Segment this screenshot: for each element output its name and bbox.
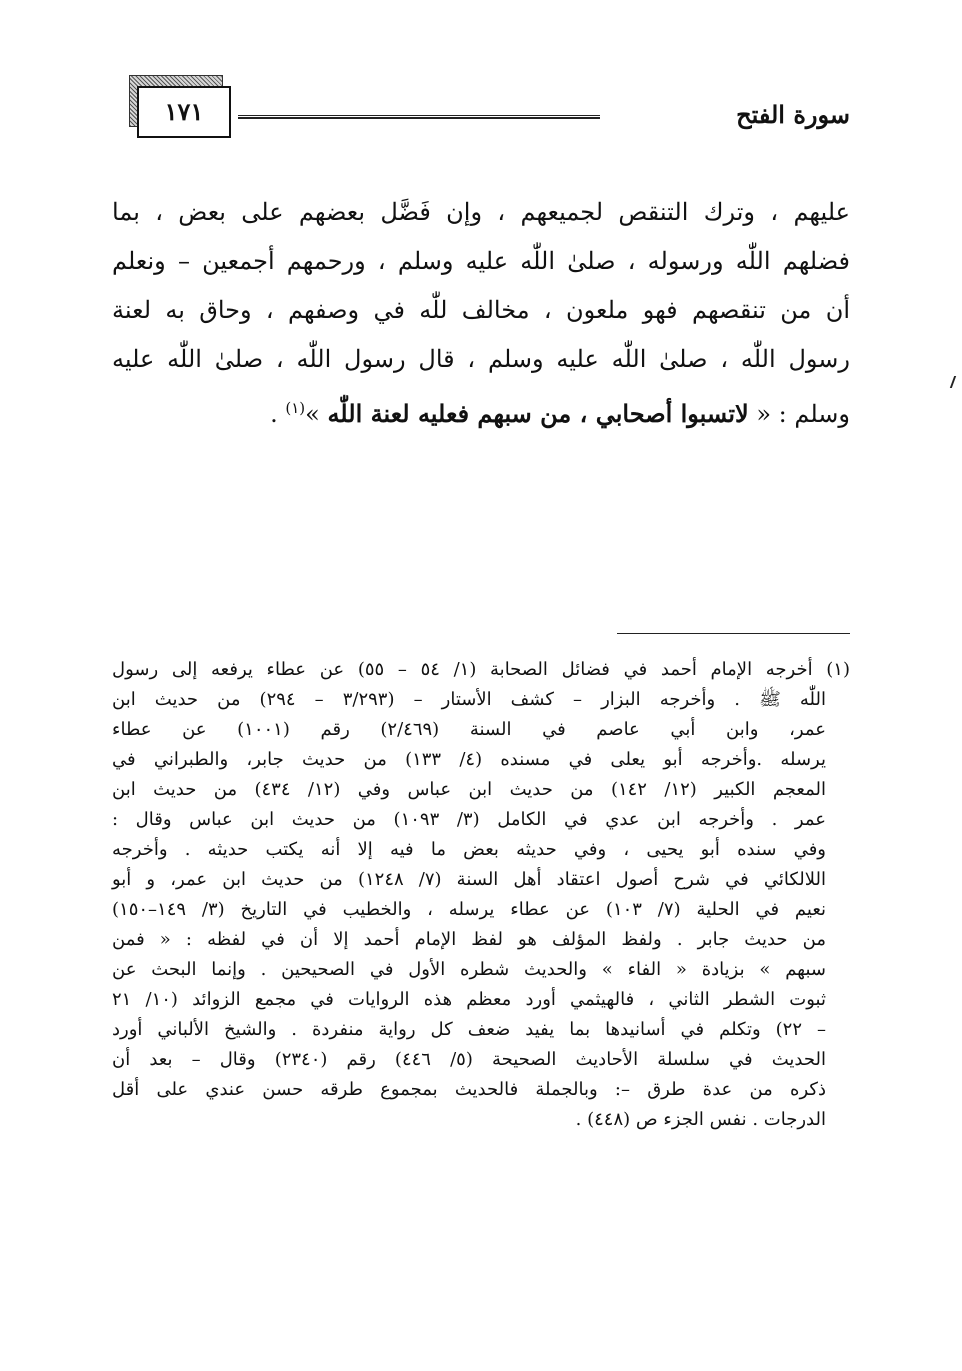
main-text-line: فضلهم اللّٰه ورسوله ، صلىٰ اللّٰه عليه وسلم ، ورحمهم أجمعين – ونعلم (112, 247, 850, 275)
footnote-line: نعيم في الحلية (٧/ ١٠٣) عن عطاء يرسله ، والخطيب في التاريخ (٣/ ١٤٩–١٥٠) (112, 899, 827, 920)
footnote-line: – ٢٢) وتكلم في أسانيدها بما يفيد ضعف كل رواية منفردة . والشيخ الألباني أورد (112, 1019, 826, 1040)
hadith-text: لاتسبوا أصحابي ، من سبهم فعليه لعنة اللّٰه (327, 399, 749, 428)
main-text (112, 188, 850, 439)
footnote-line: الدرجات . نفس الجزء ص (٤٤٨) . (575, 1109, 826, 1130)
page-number: ١٧١ (164, 97, 204, 126)
last-line-end: . (270, 400, 286, 428)
footnote-line: من حديث جابر . ولفظ المؤلف هو لفظ الإمام أحمد إلا أن في لفظه : « فمن (112, 929, 826, 950)
footnote-line: عمر، وابن أبي عاصم في السنة (٢/٤٦٩) رقم (١٠٠١) عن عطاء (112, 719, 826, 740)
footnote-line: ذكره من عدة طرق –: وبالجملة فالحديث بمجموع طرقه حسن عندي على أقل (112, 1079, 826, 1100)
main-text-line: عليهم ، وترك التنقص لجميعهم ، وإن فَضَّل بعضهم على بعض ، بما (112, 198, 850, 226)
footnote-line: الحديث في سلسلة الأحاديث الصحيحة (٥/ ٤٤٦) رقم (٢٣٤٠) وقال – بعد أن (112, 1049, 826, 1070)
last-line-close: » (305, 400, 320, 428)
footnote-line: اللالكائي في شرح أصول اعتقاد أهل السنة (٧/ ١٢٤٨) من حديث ابن عمر، و أبو (112, 869, 827, 890)
footnote-reference: (١) (285, 399, 306, 417)
header-rule (238, 115, 600, 119)
footnote-line: يرسله .وأخرجه أبو يعلى في مسنده (٤/ ١٣٣) من حديث جابر، والطبراني في (112, 749, 826, 770)
footnote-line: سبهم » بزيادة « الفاء » والحديث شطره الأول في الصحيحين . وإنما البحث عن (112, 959, 826, 980)
last-line-prefix: وسلم : « (756, 400, 850, 428)
footnote-line: ثبوت الشطر الثاني ، فالهيثمي أورد معظم هذه الروايات في مجمع الزوائد (١٠/ ٢١ (112, 989, 826, 1010)
footnote-rule (617, 633, 850, 634)
footnote (112, 655, 850, 1135)
footnote-line: عمر . وأخرجه ابن عدي في الكامل (٣/ ١٠٩٣) من حديث ابن عباس وقال : (112, 809, 826, 830)
main-text-line: أن من تنقصهم فهو ملعون ، مخالف للّٰه في وصفهم ، وحاق به لعنة (112, 296, 850, 324)
main-text-last-line (112, 384, 850, 439)
margin-mark (950, 376, 960, 388)
main-text-line: رسول اللّٰه ، صلىٰ اللّٰه عليه وسلم ، قال رسول اللّٰه ، صلىٰ اللّٰه عليه (112, 345, 850, 373)
footnote-line: المعجم الكبير (١٢/ ١٤٢) من حديث ابن عباس وفي (١٢/ ٤٣٤) من حديث ابن (112, 779, 826, 800)
footnote-line: (١) أخرجه الإمام أحمد في فضائل الصحابة (١/ ٥٤ – ٥٥) عن عطاء يرفعه إلى رسول (112, 659, 850, 680)
footnote-line: وفي سنده أبو يحيى ، وفي حديثه بعض ما فيه إلا أنه يكتب حديثه . وأخرجه (112, 839, 826, 860)
surah-title: سورة الفتح (736, 100, 850, 129)
footnote-line: اللّٰه ﷺ . وأخرجه البزار – كشف الأستار – (٣/٢٩٣ – ٢٩٤) من حديث ابن (112, 689, 826, 710)
